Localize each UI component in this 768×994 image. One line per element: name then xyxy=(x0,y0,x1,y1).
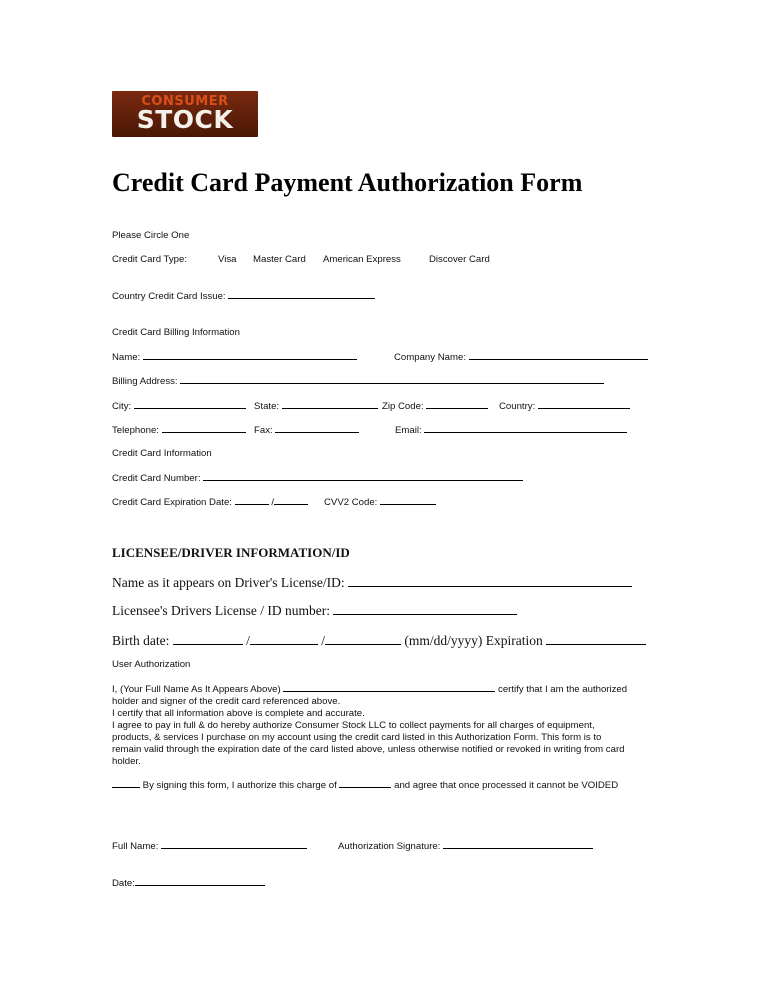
fax-field[interactable] xyxy=(275,424,359,433)
expiration-month-field[interactable] xyxy=(235,496,269,505)
country-row xyxy=(499,400,630,413)
zip-field[interactable] xyxy=(426,400,488,409)
user-authorization-heading: User Authorization xyxy=(112,659,191,670)
card-number-field-2[interactable] xyxy=(283,472,363,481)
state-row xyxy=(254,400,378,413)
circle-one-instruction: Please Circle One xyxy=(112,230,190,241)
date-label: Date: xyxy=(112,878,135,889)
page-title: Credit Card Payment Authorization Form xyxy=(112,168,583,197)
birth-day-field[interactable] xyxy=(250,633,318,645)
auth-line-7: holder. xyxy=(112,756,141,767)
license-number-field[interactable] xyxy=(333,603,517,615)
birth-sep-1: / xyxy=(246,633,250,648)
name-field[interactable] xyxy=(143,351,357,360)
full-name-field[interactable] xyxy=(161,840,307,849)
cvv-field[interactable] xyxy=(380,496,436,505)
card-number-label: Credit Card Number: xyxy=(112,473,201,484)
auth-line-4: I agree to pay in full & do hereby authorize Consumer Stock LLC to collect payments for all charges of equipment, xyxy=(112,720,595,731)
birth-date-row xyxy=(112,633,646,649)
country-label: Country: xyxy=(499,401,536,412)
date-field[interactable] xyxy=(135,877,265,886)
auth-line-6: remain valid through the expiration date of the card listed above, unless otherwise notified or revoked in writing from card xyxy=(112,744,625,755)
logo-line-2: STOCK xyxy=(136,105,234,134)
name-label: Name: xyxy=(112,352,141,363)
card-option-discover[interactable]: Discover Card xyxy=(429,254,490,265)
card-option-amex[interactable]: American Express xyxy=(323,254,401,265)
license-number-row xyxy=(112,603,517,619)
card-number-field-4[interactable] xyxy=(443,472,523,481)
charge-consent-row xyxy=(112,779,618,792)
license-expiration-field[interactable] xyxy=(546,633,646,645)
city-label: City: xyxy=(112,401,132,412)
state-field[interactable] xyxy=(282,400,378,409)
billing-heading: Credit Card Billing Information xyxy=(112,327,240,338)
card-option-visa[interactable]: Visa xyxy=(218,254,237,265)
license-name-field[interactable] xyxy=(348,575,632,587)
expiration-row xyxy=(112,496,308,509)
expiration-year-field[interactable] xyxy=(274,496,308,505)
auth-line-1 xyxy=(112,683,652,696)
card-option-mastercard[interactable]: Master Card xyxy=(253,254,306,265)
birth-sep-2: / xyxy=(321,633,326,648)
email-row xyxy=(395,424,627,437)
consumer-stock-logo xyxy=(112,91,258,137)
cvv-label: CVV2 Code: xyxy=(324,497,378,508)
signature-label: Authorization Signature: xyxy=(338,841,441,852)
cvv-row xyxy=(324,496,436,509)
email-field[interactable] xyxy=(424,424,627,433)
card-type-label: Credit Card Type: xyxy=(112,254,188,265)
license-number-label: Licensee's Drivers License / ID number: xyxy=(112,603,330,618)
auth-full-name-field[interactable] xyxy=(283,683,495,692)
auth-line-3: I certify that all information above is complete and accurate. xyxy=(112,708,365,719)
expiration-separator: / xyxy=(271,497,274,508)
full-name-row xyxy=(112,840,307,853)
logo-line-1: CONSUMER xyxy=(141,94,229,109)
auth-certify-text: certify that I am the authorized xyxy=(498,684,628,695)
telephone-row xyxy=(112,424,246,437)
telephone-field[interactable] xyxy=(162,424,246,433)
card-number-row xyxy=(112,472,523,485)
telephone-label: Telephone: xyxy=(112,425,159,436)
country-field[interactable] xyxy=(538,400,630,409)
expiration-label: Credit Card Expiration Date: xyxy=(112,497,232,508)
fax-row xyxy=(254,424,359,437)
auth-name-prefix: I, (Your Full Name As It Appears Above) xyxy=(112,684,281,695)
city-field[interactable] xyxy=(134,400,246,409)
zip-row xyxy=(382,400,488,413)
authorization-paragraph xyxy=(112,683,652,768)
zip-label: Zip Code: xyxy=(382,401,424,412)
card-number-field-3[interactable] xyxy=(363,472,443,481)
license-name-row xyxy=(112,575,632,591)
birth-year-field[interactable] xyxy=(325,633,401,645)
initials-field[interactable] xyxy=(112,779,140,788)
country-issue-field[interactable] xyxy=(228,290,375,299)
city-row xyxy=(112,400,246,413)
card-info-heading: Credit Card Information xyxy=(112,448,212,459)
birth-date-label: Birth date: xyxy=(112,633,170,648)
auth-line-5: products, & services I purchase on my account using the credit card listed in this Authorization Form. This form is to xyxy=(112,732,602,743)
signature-row xyxy=(338,840,593,853)
charge-consent-text-a: By signing this form, I authorize this charge of xyxy=(142,780,337,791)
license-name-label: Name as it appears on Driver's License/ID: xyxy=(112,575,345,590)
company-row xyxy=(394,351,648,364)
billing-address-field[interactable] xyxy=(180,375,604,384)
date-row xyxy=(112,877,265,890)
charge-consent-text-b: and agree that once processed it cannot be VOIDED xyxy=(394,780,619,791)
fax-label: Fax: xyxy=(254,425,273,436)
company-field[interactable] xyxy=(469,351,648,360)
email-label: Email: xyxy=(395,425,422,436)
date-format-label: (mm/dd/yyyy) Expiration xyxy=(404,633,543,648)
auth-line-2: holder and signer of the credit card referenced above. xyxy=(112,696,341,707)
licensee-heading: LICENSEE/DRIVER INFORMATION/ID xyxy=(112,545,350,560)
country-issue-label: Country Credit Card Issue: xyxy=(112,291,226,302)
billing-address-row xyxy=(112,375,604,388)
card-number-field-1[interactable] xyxy=(203,472,283,481)
full-name-label: Full Name: xyxy=(112,841,159,852)
charge-amount-field[interactable] xyxy=(339,779,391,788)
signature-field[interactable] xyxy=(443,840,593,849)
company-label: Company Name: xyxy=(394,352,466,363)
state-label: State: xyxy=(254,401,280,412)
name-row xyxy=(112,351,357,364)
billing-address-label: Billing Address: xyxy=(112,376,178,387)
country-issue-row xyxy=(112,290,375,303)
birth-month-field[interactable] xyxy=(173,633,243,645)
